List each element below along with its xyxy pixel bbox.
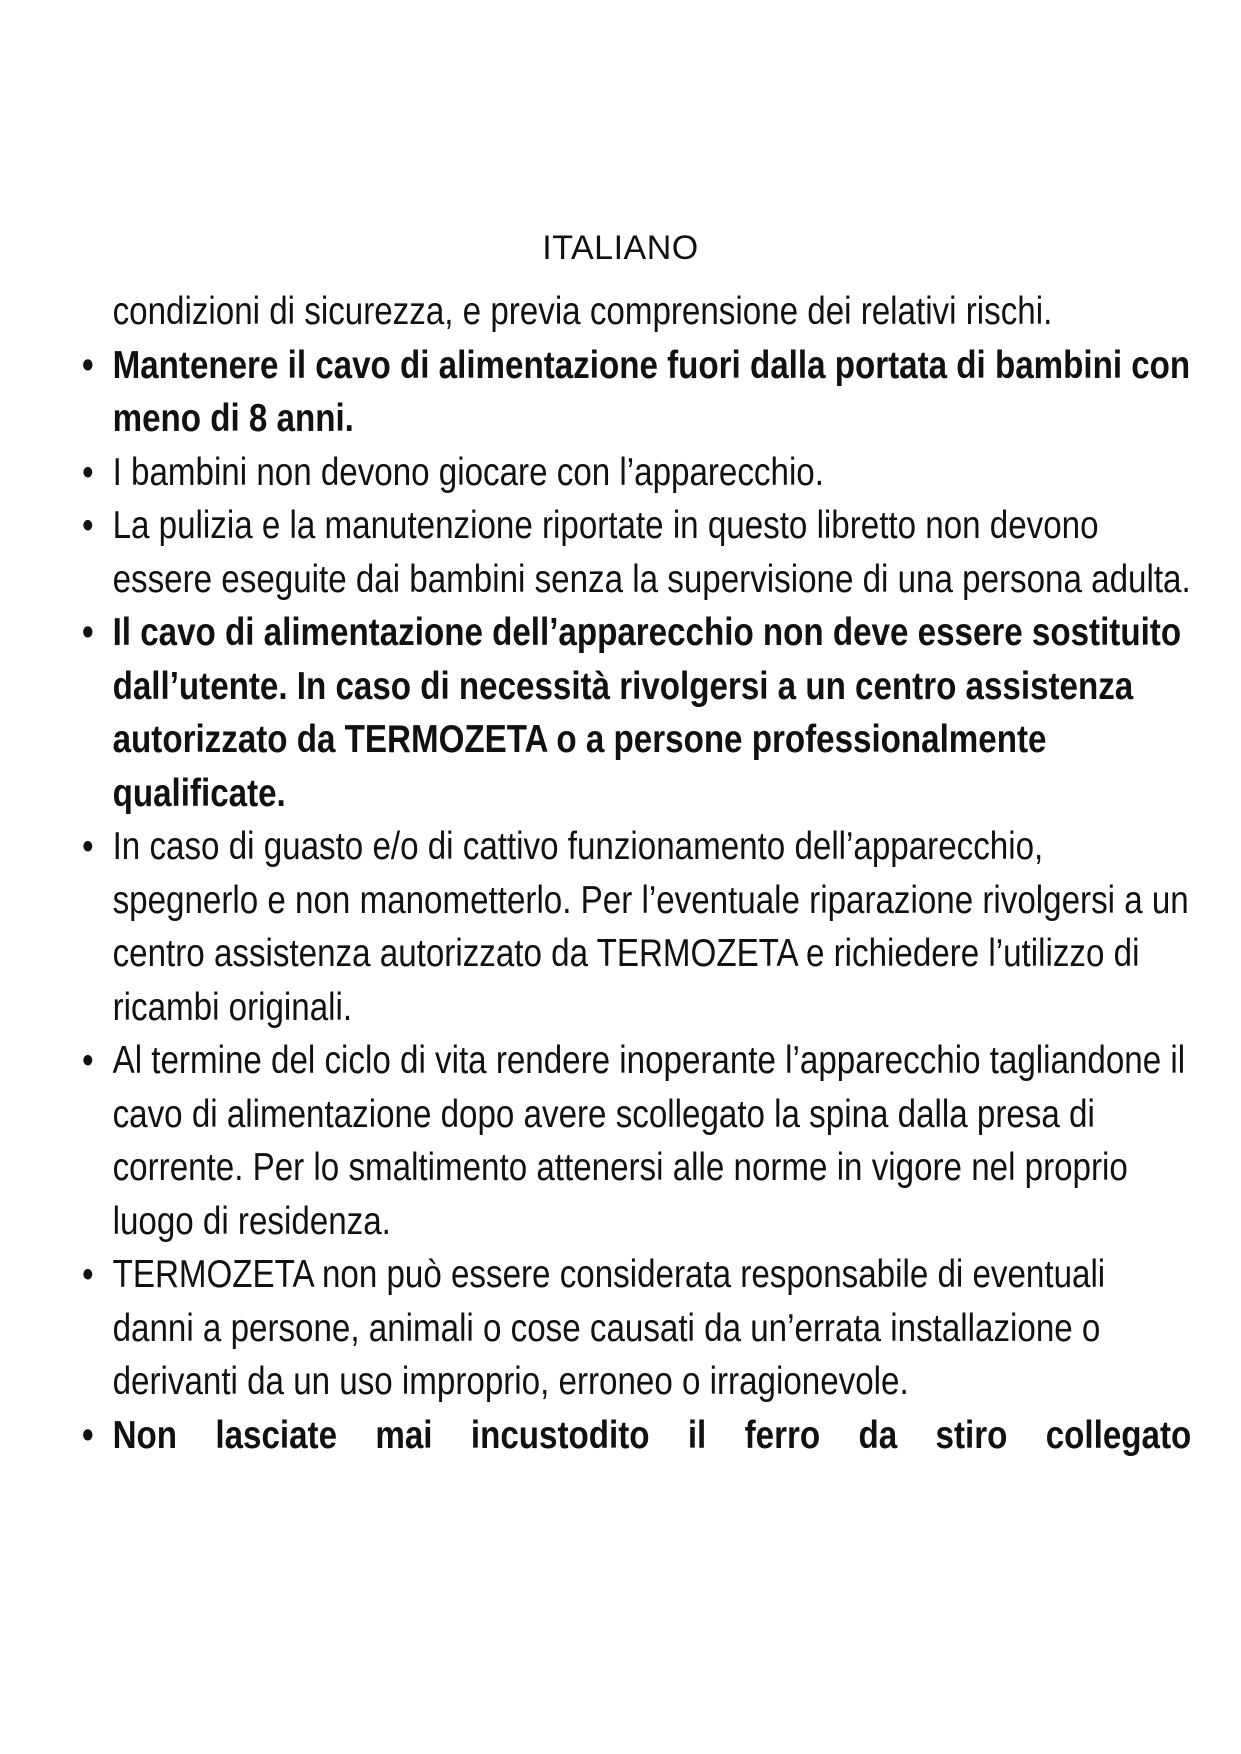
- list-item: [82, 339, 1191, 446]
- list-item-text: Mantenere il cavo di alimentazione fuori dalla portata di bambini con meno di 8 anni.: [112, 343, 1191, 440]
- list-item-text: TERMOZETA non può essere considerata responsabile di eventuali danni a persone, animali o cose causati da un’errata installazione o derivanti da un uso improprio, erroneo o irragionevole.: [112, 1253, 1106, 1403]
- bullet-icon: •: [82, 1413, 94, 1457]
- safety-instructions: [82, 285, 1191, 1462]
- list-item: [82, 499, 1191, 606]
- list-item-text: In caso di guasto e/o di cattivo funzionamento dell’apparecchio, spegnerlo e non manometterlo. Per l’eventuale riparazione rivolgersi a un centro assistenza autorizzato da TERMOZETA e richiedere l’utilizzo di ricambi originali.: [112, 825, 1189, 1029]
- continued-text: condizioni di sicurezza, e previa comprensione dei relativi rischi.: [112, 290, 1053, 333]
- bullet-icon: •: [82, 343, 94, 387]
- list-item: [82, 606, 1191, 820]
- list-item: [82, 446, 1191, 500]
- list-item: [82, 1409, 1191, 1463]
- list-item-text: La pulizia e la manutenzione riportate in questo libretto non devono essere eseguite dai bambini senza la supervisione di una persona adulta.: [112, 504, 1191, 601]
- bullet-icon: •: [82, 1039, 94, 1082]
- list-item: [82, 1248, 1191, 1409]
- list-item-text: Non lasciate mai incustodito il ferro da stiro collegato: [112, 1413, 1192, 1457]
- list-item-text: Il cavo di alimentazione dell’apparecchio non deve essere sostituito dall’utente. In caso di necessità rivolgersi a un centro assistenza autorizzato da TERMOZETA o a persone professionalmente qualificate.: [112, 611, 1182, 815]
- bullet-icon: •: [82, 450, 94, 494]
- bullet-icon: •: [82, 504, 94, 547]
- list-item-text: I bambini non devono giocare con l’apparecchio.: [112, 450, 824, 494]
- page-header-language: ITALIANO: [542, 229, 699, 267]
- bullet-icon: •: [82, 611, 94, 654]
- list-item-text: Al termine del ciclo di vita rendere inoperante l’apparecchio tagliandone il cavo di alimentazione dopo avere scollegato la spina dalla presa di corrente. Per lo smaltimento attenersi alle norme in vigore nel proprio luogo di residenza.: [112, 1039, 1186, 1243]
- bullet-icon: •: [82, 825, 94, 868]
- list-item: [82, 1034, 1191, 1248]
- bullet-icon: •: [82, 1253, 94, 1296]
- list-item: [82, 820, 1191, 1034]
